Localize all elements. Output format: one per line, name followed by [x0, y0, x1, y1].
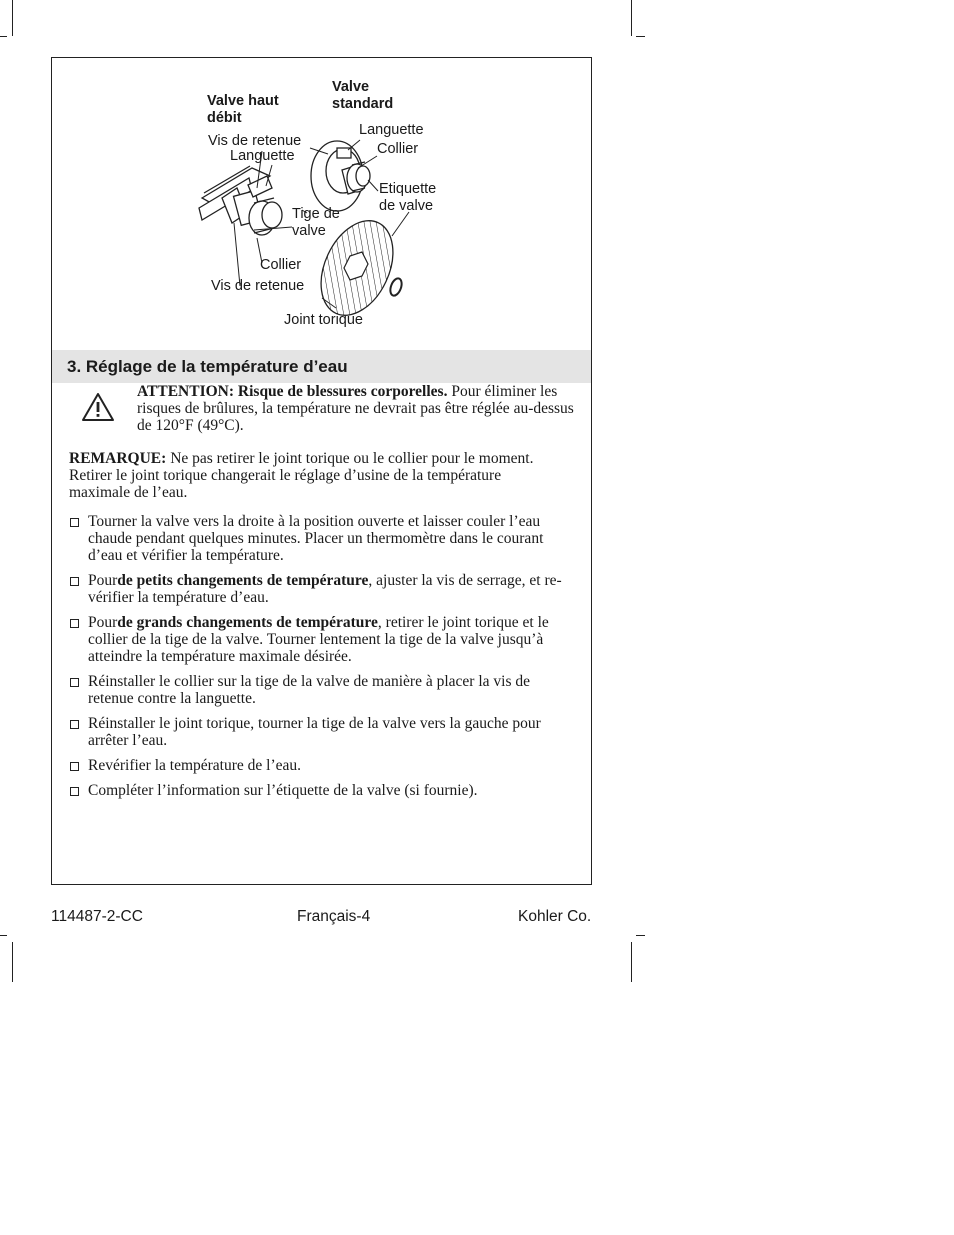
item-text: , retirer le joint torique et le collier de la tige de la valve. Tourner lentement la tige de la valve jusqu’à atteindre la température maximale désirée. — [88, 614, 549, 665]
checkbox-bullet-icon — [70, 518, 79, 527]
warning-icon — [81, 392, 115, 422]
remarque-lead: REMARQUE: — [69, 450, 167, 467]
valve-illustration — [52, 58, 591, 350]
list-item — [69, 614, 569, 665]
attention-text: Pour éliminer les risques de brûlures, la température ne devrait pas être réglée au-dessus de 120°F (49°C). — [137, 383, 574, 434]
footer-company: Kohler Co. — [518, 908, 592, 925]
instruction-list — [69, 513, 569, 807]
footer-page-number: Français-4 — [297, 908, 371, 925]
attention-lead: ATTENTION: Risque de blessures corporelles. — [137, 383, 448, 400]
crop-mark — [631, 942, 632, 982]
label-languette-left: Languette — [230, 148, 295, 164]
section-header — [52, 350, 591, 383]
item-bold: de petits changements de température — [117, 572, 369, 589]
crop-mark — [636, 935, 645, 936]
content-frame — [51, 57, 592, 885]
label-vis-de-retenue-top: Vis de retenue — [208, 133, 302, 149]
list-item — [69, 715, 569, 749]
attention-paragraph — [137, 383, 582, 434]
list-item — [69, 673, 569, 707]
label-tige-de-valve: Tige de valve — [292, 206, 340, 239]
item-prefix: Pour — [88, 614, 118, 631]
checkbox-bullet-icon — [70, 678, 79, 687]
crop-mark — [636, 36, 645, 37]
label-collier-right: Collier — [377, 141, 419, 157]
item-bold: de grands changements de température — [117, 614, 378, 631]
list-item — [69, 572, 569, 606]
list-item — [69, 513, 569, 564]
label-valve-standard: Valve standard — [332, 79, 394, 112]
label-languette-right: Languette — [359, 122, 424, 138]
label-collier-left: Collier — [260, 257, 302, 273]
label-joint-torique: Joint torique — [284, 312, 363, 328]
remarque-text: Ne pas retirer le joint torique ou le collier pour le moment. Retirer le joint torique changerait le réglage d’usine de la température maximale de l’eau. — [69, 450, 534, 501]
checkbox-bullet-icon — [70, 762, 79, 771]
section-title: 3. Réglage de la température d’eau — [67, 357, 348, 376]
item-text: Réinstaller le collier sur la tige de la valve de manière à placer la vis de retenue contre la languette. — [88, 673, 530, 707]
checkbox-bullet-icon — [70, 720, 79, 729]
item-text: Revérifier la température de l’eau. — [88, 757, 302, 774]
item-text: Tourner la valve vers la droite à la position ouverte et laisser couler l’eau chaude pendant quelques minutes. Placer un thermomètre dans le courant d’eau et vérifier la température. — [88, 513, 544, 564]
remarque-paragraph — [69, 450, 559, 501]
list-item — [69, 757, 569, 774]
checkbox-bullet-icon — [70, 577, 79, 586]
valve-drawing — [52, 58, 591, 350]
item-prefix: Pour — [88, 572, 118, 589]
crop-mark — [631, 0, 632, 36]
checkbox-bullet-icon — [70, 787, 79, 796]
list-item — [69, 782, 569, 799]
label-etiquette: Etiquette de valve — [379, 181, 437, 214]
item-text: , ajuster la vis de serrage, et re-vérifier la température d’eau. — [88, 572, 562, 606]
footer-doc-number: 114487-2-CC — [51, 908, 143, 925]
label-valve-haut-debit: Valve haut débit — [207, 93, 279, 126]
crop-mark — [0, 36, 7, 37]
checkbox-bullet-icon — [70, 619, 79, 628]
item-text: Réinstaller le joint torique, tourner la tige de la valve vers la gauche pour arrêter l’eau. — [88, 715, 541, 749]
crop-mark — [0, 935, 7, 936]
item-text: Compléter l’information sur l’étiquette de la valve (si fournie). — [88, 782, 478, 799]
crop-mark — [12, 0, 13, 36]
label-vis-de-retenue-bottom: Vis de retenue — [211, 278, 305, 294]
crop-mark — [12, 942, 13, 982]
